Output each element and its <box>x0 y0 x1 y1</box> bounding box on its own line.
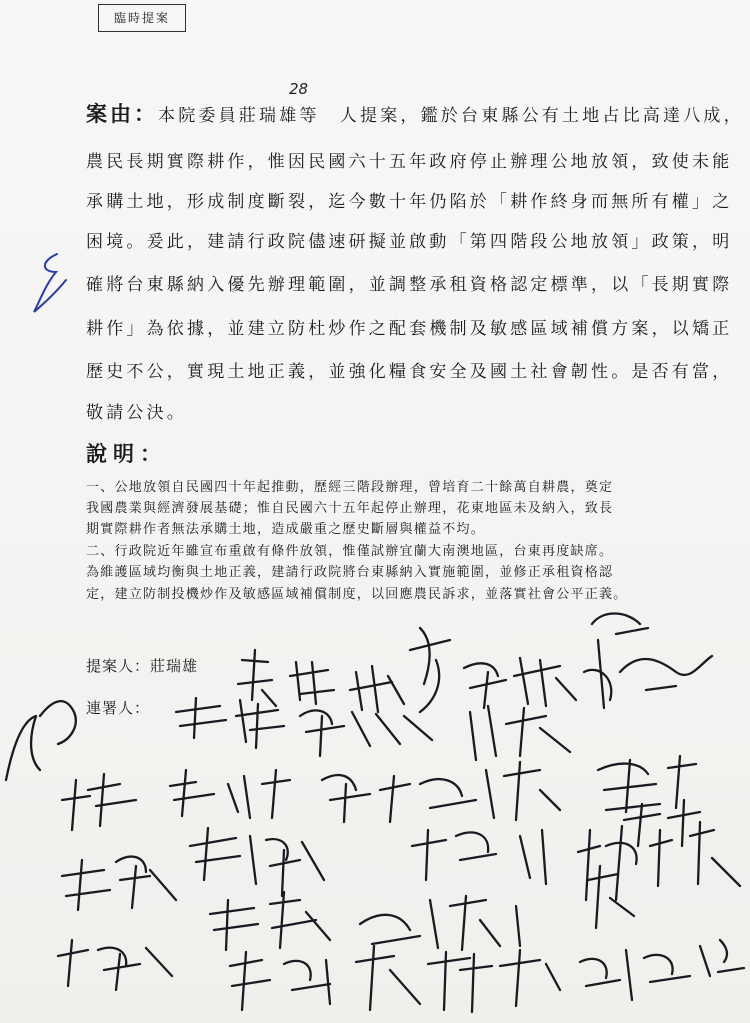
proposal-type-tag: 臨時提案 <box>98 4 186 32</box>
proposer-label: 提案人： <box>86 657 151 675</box>
explanation-line-1: 一、公地放領自民國四十年起推動，歷經三階段辦理，曾培育二十餘萬自耕農，奠定 <box>86 480 614 495</box>
explanation-line-4: 二、行政院近年雖宣布重啟有條件放領，惟僅試辦宜蘭大南澳地區，台東再度缺席。 <box>86 544 614 559</box>
case-line-2: 農民長期實際耕作，惟因民國六十五年政府停止辦理公地放領，致使未能 <box>86 152 733 172</box>
case-heading: 案由： <box>86 101 158 126</box>
case-line-1: 案由：本院委員莊瑞雄等 人提案，鑑於台東縣公有土地占比高達八成， <box>86 101 744 126</box>
cosigner-count-note: 28 <box>289 80 309 98</box>
explanation-line-5: 為維護區域均衡與土地正義，建請行政院將台東縣納入實施範圍，並修正承租資格認 <box>86 565 614 580</box>
explanation-line-2: 我國農業與經濟發展基礎；惟自民國六十五年起停止辦理，花東地區未及納入，致長 <box>86 501 614 516</box>
explanation-heading: 說明： <box>86 441 167 466</box>
case-line-4: 困境。爰此，建請行政院儘速研擬並啟動「第四階段公地放領」政策，明 <box>86 232 733 252</box>
case-line-5: 確將台東縣納入優先辦理範圍，並調整承租資格認定標準，以「長期實際 <box>86 275 733 295</box>
case-line-6: 耕作」為依據，並建立防杜炒作之配套機制及敏感區域補償方案，以矯正 <box>86 319 733 339</box>
explanation-line-3: 期實際耕作者無法承購土地，造成嚴重之歷史斷層與權益不均。 <box>86 522 486 537</box>
case-line-8: 敬請公決。 <box>86 403 187 423</box>
cosigner-label: 連署人： <box>86 699 151 717</box>
case-line-7: 歷史不公，實現土地正義，並強化糧食安全及國土社會韌性。是否有當， <box>86 362 733 382</box>
case-line-3: 承購土地，形成制度斷裂，迄今數十年仍陷於「耕作終身而無所有權」之 <box>86 192 733 212</box>
explanation-line-6: 定，建立防制投機炒作及敏感區域補償制度，以回應農民訴求，並落實社會公平正義。 <box>86 587 628 602</box>
proposer-name: 莊瑞雄 <box>150 657 199 675</box>
